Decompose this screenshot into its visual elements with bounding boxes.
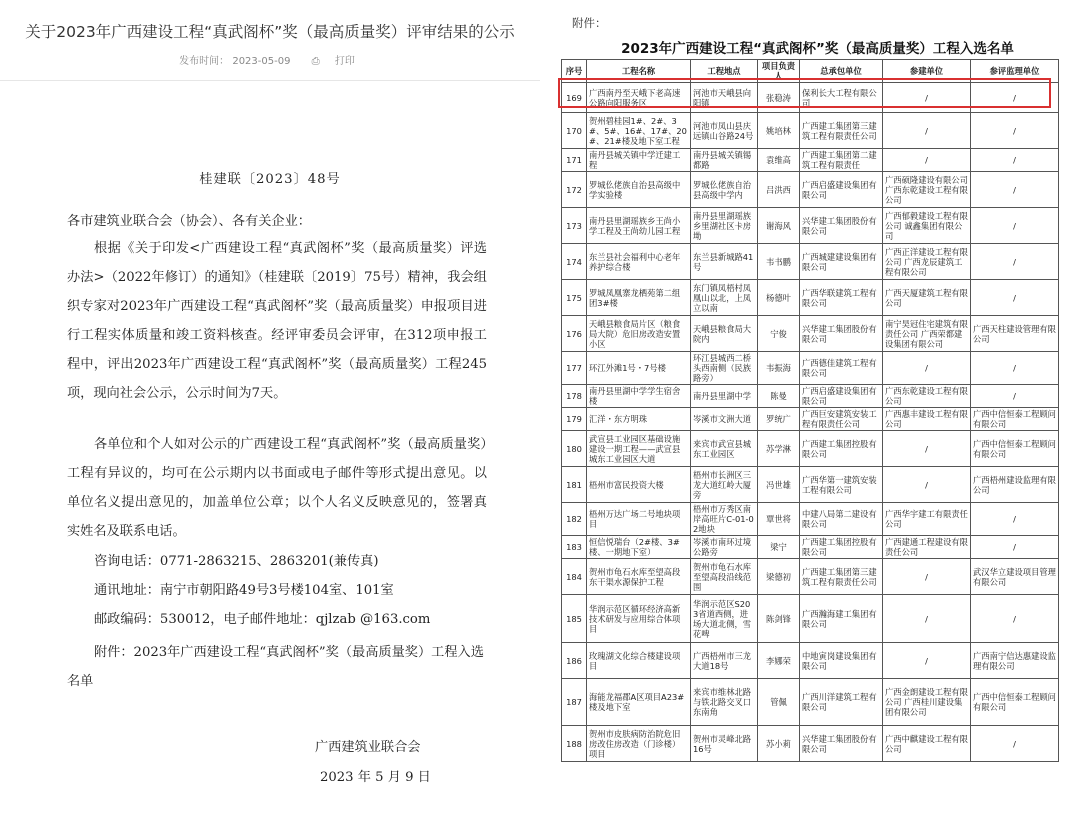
table-cell: 广西中信恒泰工程顾问有限公司 [971, 431, 1059, 467]
table-cell: 南丹县城关镇锡都路 [691, 149, 758, 172]
table-cell: 186 [562, 643, 587, 679]
table-cell: 罗城仫佬族自治县高级中学内 [691, 172, 758, 208]
table-cell: 175 [562, 280, 587, 316]
table-cell: 天峨县粮食局大院内 [691, 316, 758, 352]
table-cell: 海能龙福郡A区项目A23#楼及地下室 [587, 679, 691, 726]
table-cell: / [883, 431, 971, 467]
table-cell: 岑溪市南环过境公路旁 [691, 536, 758, 559]
table-row [562, 503, 1059, 536]
table-cell: 来宾市维林北路与铁北路交叉口东南角 [691, 679, 758, 726]
table-row [562, 113, 1059, 149]
column-header: 工程名称 [587, 60, 691, 83]
table-cell: 陈剑锋 [758, 595, 800, 643]
table-cell: 187 [562, 679, 587, 726]
table-cell: 181 [562, 467, 587, 503]
table-cell: 179 [562, 408, 587, 431]
table-title: 2023年广西建设工程“真武阁杯”奖（最高质量奖）工程入选名单 [621, 41, 1014, 57]
table-cell: 广西建工集团第三建筑工程有限责任公司 [800, 113, 883, 149]
publish-date: 发布时间： 2023-05-09 [179, 56, 291, 67]
table-cell: 182 [562, 503, 587, 536]
table-cell: / [971, 726, 1059, 762]
table-cell: 广西东乾建设工程有限公司 [883, 385, 971, 408]
table-cell: 姚培林 [758, 113, 800, 149]
table-row [562, 244, 1059, 280]
table-cell: / [883, 643, 971, 679]
table-cell: 管佩 [758, 679, 800, 726]
table-cell: 汇洋・东方明珠 [587, 408, 691, 431]
table-cell: 184 [562, 559, 587, 595]
table-cell: 广西中麒建设工程有限公司 [883, 726, 971, 762]
table-cell: 宁俊 [758, 316, 800, 352]
table-row [562, 595, 1059, 643]
salutation: 各市建筑业联合会（协会）、各有关企业： [67, 214, 311, 229]
table-cell: 广西启盛建设集团有限公司 [800, 385, 883, 408]
table-cell: 环江外滩1号・7号楼 [587, 352, 691, 385]
table-cell: / [883, 149, 971, 172]
table-cell: 苏学淋 [758, 431, 800, 467]
table-cell: 广西金朗建设工程有限公司 广西桂川建设集团有限公司 [883, 679, 971, 726]
table-cell: 广西中信恒泰工程顾问有限公司 [971, 679, 1059, 726]
table-row [562, 559, 1059, 595]
article-title: 关于2023年广西建设工程“真武阁杯”奖（最高质量奖）评审结果的公示 [25, 23, 515, 41]
table-cell: 广西中信恒泰工程顾问有限公司 [971, 408, 1059, 431]
table-cell: 武汉华立建设项目管理有限公司 [971, 559, 1059, 595]
table-cell: 广西建通工程建设有限责任公司 [883, 536, 971, 559]
table-cell: 南丹县里湖中学学生宿舍楼 [587, 385, 691, 408]
table-cell: 梁宁 [758, 536, 800, 559]
table-cell: 梁德初 [758, 559, 800, 595]
table-cell: 来宾市武宣县城东工业园区 [691, 431, 758, 467]
table-cell: 河池市天峨县向阳镇 [691, 83, 758, 113]
document-number: 桂建联〔2023〕48号 [199, 172, 341, 187]
table-cell: 广西硕隆建设有限公司 广西东乾建设工程有限公司 [883, 172, 971, 208]
table-cell: 185 [562, 595, 587, 643]
table-cell: 广西瀚海建工集团有限公司 [800, 595, 883, 643]
table-row [562, 679, 1059, 726]
table-cell: 南丹县里湖瑶族乡王尚小学工程及王尚幼儿园工程 [587, 208, 691, 244]
table-cell: / [971, 244, 1059, 280]
table-cell: 170 [562, 113, 587, 149]
table-cell: / [971, 113, 1059, 149]
table-cell: 梧州市长洲区三龙大道红岭大厦旁 [691, 467, 758, 503]
table-cell: 南丹县里湖瑶族乡里湖社区卡房坳 [691, 208, 758, 244]
table-cell: 广西天柱建设管理有限公司 [971, 316, 1059, 352]
table-cell: 岑溪市文洲大道 [691, 408, 758, 431]
table-cell: 176 [562, 316, 587, 352]
table-cell: 李娜荣 [758, 643, 800, 679]
table-cell: 178 [562, 385, 587, 408]
attachment-label: 附件： [572, 16, 607, 30]
table-cell: / [883, 595, 971, 643]
table-cell: 广西巨安建筑安装工程有限责任公司 [800, 408, 883, 431]
table-cell: 覃世将 [758, 503, 800, 536]
table-row [562, 536, 1059, 559]
body-paragraph-1: 根据《关于印发<广西建设工程“真武阁杯”奖（最高质量奖）评选办法>（2022年修订）的通知》（桂建联〔2019〕75号）精神，我会组织专家对2023年广西建设工程“真武阁杯”奖（最高质量奖）申报项目进行工程实体质量和竣工资料核查。经评审委员会评审，在312项申报工程中，评出2023年广西建设工程“真武阁杯”奖（最高质量奖）工程245项，现向社会公示，公示时间为7天。 [67, 241, 487, 401]
table-row [562, 149, 1059, 172]
table-cell: 广西天厦建筑工程有限公司 [883, 280, 971, 316]
body-paragraph-2: 各单位和个人如对公示的广西建设工程“真武阁杯”奖（最高质量奖）工程有异议的，均可在公示期内以书面或电子邮件等形式提出意见。以单位名义提出意见的，加盖单位公章；以个人名义反映意见的，签署真实姓名及联系电话。 [67, 437, 487, 539]
table-cell: 广西惠丰建设工程有限公司 [883, 408, 971, 431]
table-cell: / [971, 352, 1059, 385]
contact-address: 通讯地址：南宁市朝阳路49号3号楼104室、101室 [94, 583, 394, 598]
table-cell: 天峨县粮食局片区（粮食局大院）危旧房改造安置小区 [587, 316, 691, 352]
table-cell: 梧州万达广场二号地块项目 [587, 503, 691, 536]
table-cell: 广西建工集团第三建筑工程有限责任公司 [800, 559, 883, 595]
table-cell: 贺州市皮肤病防治院危旧房改住房改造（门诊楼）项目 [587, 726, 691, 762]
table-cell: 兴华建工集团股份有限公司 [800, 726, 883, 762]
table-cell: 河池市凤山县庆远镇山谷路24号 [691, 113, 758, 149]
table-cell: 172 [562, 172, 587, 208]
table-cell: 广西梧州市三龙大道18号 [691, 643, 758, 679]
issuing-organization: 广西建筑业联合会 [315, 740, 421, 755]
table-cell: 广西建工集团控股有限公司 [800, 536, 883, 559]
table-cell: 梧州市富民投资大楼 [587, 467, 691, 503]
table-cell: 180 [562, 431, 587, 467]
table-cell: 罗城仫佬族自治县高级中学实验楼 [587, 172, 691, 208]
table-cell: 广西德佳建筑工程有限公司 [800, 352, 883, 385]
table-cell: / [883, 559, 971, 595]
print-link[interactable] [306, 56, 361, 67]
table-row [562, 208, 1059, 244]
table-cell: 保利长大工程有限公司 [800, 83, 883, 113]
column-header: 工程地点 [691, 60, 758, 83]
table-cell: 广西川洋建筑工程有限公司 [800, 679, 883, 726]
table-cell: 韦书鹏 [758, 244, 800, 280]
table-cell: 广西建工集团控股有限公司 [800, 431, 883, 467]
table-cell: 华润示范区循环经济高新技术研发与应用综合体项目 [587, 595, 691, 643]
table-cell: 东门镇凤梧村凤凰山以北，上凤立以南 [691, 280, 758, 316]
article-meta [0, 52, 540, 67]
table-cell: / [971, 385, 1059, 408]
table-cell: 中地寅岗建设集团有限公司 [800, 643, 883, 679]
table-cell: / [971, 83, 1059, 113]
table-cell: 兴华建工集团股份有限公司 [800, 316, 883, 352]
print-label: 打印 [334, 56, 355, 67]
table-cell: 南宁昊冠住宅建筑有限责任公司 广西荣都建设集团有限公司 [883, 316, 971, 352]
table-cell: 苏小莉 [758, 726, 800, 762]
table-cell: 174 [562, 244, 587, 280]
table-cell: / [883, 467, 971, 503]
table-cell: 袁维高 [758, 149, 800, 172]
table-cell: 谢海风 [758, 208, 800, 244]
title-divider [0, 80, 540, 81]
issue-date: 2023 年 5 月 9 日 [320, 770, 431, 785]
table-cell: 169 [562, 83, 587, 113]
table-cell: 广西梧州建设监理有限公司 [971, 467, 1059, 503]
table-cell: / [971, 536, 1059, 559]
table-cell: 广西华宇建工有限责任公司 [883, 503, 971, 536]
table-cell: 南丹县里湖中学 [691, 385, 758, 408]
winners-table [561, 59, 1059, 762]
column-header: 序号 [562, 60, 587, 83]
table-cell: 贺州碧桂园1#、2#、3#、5#、16#、17#、20#、21#楼及地下室工程 [587, 113, 691, 149]
table-cell: / [883, 83, 971, 113]
table-row [562, 385, 1059, 408]
table-cell: 梧州市万秀区南岸高旺片C-01-02地块 [691, 503, 758, 536]
table-cell: 张稳涛 [758, 83, 800, 113]
table-row [562, 467, 1059, 503]
table-cell: 188 [562, 726, 587, 762]
table-cell: 陈曼 [758, 385, 800, 408]
table-cell: 韦振海 [758, 352, 800, 385]
table-cell: 冯世雄 [758, 467, 800, 503]
table-cell: 广西城建建设集团有限公司 [800, 244, 883, 280]
table-cell: 广西正洋建设工程有限公司 广西龙辰建筑工程有限公司 [883, 244, 971, 280]
table-header-row [562, 60, 1059, 83]
table-cell: 华润示范区S203省道西侧，进场大道北侧，雪花啤 [691, 595, 758, 643]
table-cell: / [971, 208, 1059, 244]
table-row [562, 316, 1059, 352]
table-cell: 广西启盛建设集团有限公司 [800, 172, 883, 208]
column-header: 参评监理单位 [971, 60, 1059, 83]
table-cell: 广西南宁信达惠建设监理有限公司 [971, 643, 1059, 679]
table-cell: 环江县城西二桥头西南侧（民族路旁） [691, 352, 758, 385]
table-cell: 玫瑰湖文化综合楼建设项目 [587, 643, 691, 679]
table-cell: 兴华建工集团股份有限公司 [800, 208, 883, 244]
column-header: 参建单位 [883, 60, 971, 83]
table-row [562, 280, 1059, 316]
table-cell: 中建八局第二建设有限公司 [800, 503, 883, 536]
contact-postal-email: 邮政编码：530012，电子邮件地址：qjlzab @163.com [94, 612, 431, 627]
table-cell: 贺州市灵峰北路16号 [691, 726, 758, 762]
table-cell: 恒信悦瑞台（2#楼、3#楼、一期地下室） [587, 536, 691, 559]
table-cell: / [971, 172, 1059, 208]
table-cell: 南丹县城关镇中学迁建工程 [587, 149, 691, 172]
table-cell: 吕洪西 [758, 172, 800, 208]
table-row [562, 643, 1059, 679]
table-cell: 广西郁毅建设工程有限公司 诚鑫集团有限公司 [883, 208, 971, 244]
table-cell: 罗统广 [758, 408, 800, 431]
printer-icon: ⎙ [311, 56, 320, 67]
table-cell: 183 [562, 536, 587, 559]
table-cell: / [971, 503, 1059, 536]
table-cell: 罗城凤凰寨龙栖苑第二组团3#楼 [587, 280, 691, 316]
table-cell: / [971, 595, 1059, 643]
table-cell: / [883, 113, 971, 149]
table-cell: 杨德叶 [758, 280, 800, 316]
table-cell: 广西建工集团第二建筑工程有限责任 [800, 149, 883, 172]
contact-phone: 咨询电话：0771-2863215、2863201(兼传真) [94, 554, 379, 569]
table-row [562, 172, 1059, 208]
table-row [562, 726, 1059, 762]
table-cell: 广西华联建筑工程有限公司 [800, 280, 883, 316]
table-cell: 广西华第一建筑安装工程有限公司 [800, 467, 883, 503]
table-cell: 东兰县新城路41号 [691, 244, 758, 280]
table-row [562, 352, 1059, 385]
table-cell: 贺州市龟石水库至望高段东干渠水源保护工程 [587, 559, 691, 595]
table-cell: / [971, 280, 1059, 316]
table-cell: / [971, 149, 1059, 172]
table-row [562, 83, 1059, 113]
table-cell: 177 [562, 352, 587, 385]
table-cell: 东兰县社会福利中心老年养护综合楼 [587, 244, 691, 280]
table-row [562, 431, 1059, 467]
table-cell: 贺州市龟石水库至望高段沿线范围 [691, 559, 758, 595]
table-cell: 173 [562, 208, 587, 244]
attachment-panel [555, 0, 1080, 818]
table-cell: 武宣县工业园区基础设施建设一期工程——武宣县城东工业园区大道 [587, 431, 691, 467]
column-header: 项目负责人 [758, 60, 800, 83]
table-row [562, 408, 1059, 431]
table-cell: / [883, 352, 971, 385]
table-cell: 广西南丹至天峨下老高速公路向阳服务区 [587, 83, 691, 113]
table-cell: 171 [562, 149, 587, 172]
column-header: 总承包单位 [800, 60, 883, 83]
attachment-note: 附件：2023年广西建设工程“真武阁杯”奖（最高质量奖）工程入选名单 [67, 645, 484, 689]
